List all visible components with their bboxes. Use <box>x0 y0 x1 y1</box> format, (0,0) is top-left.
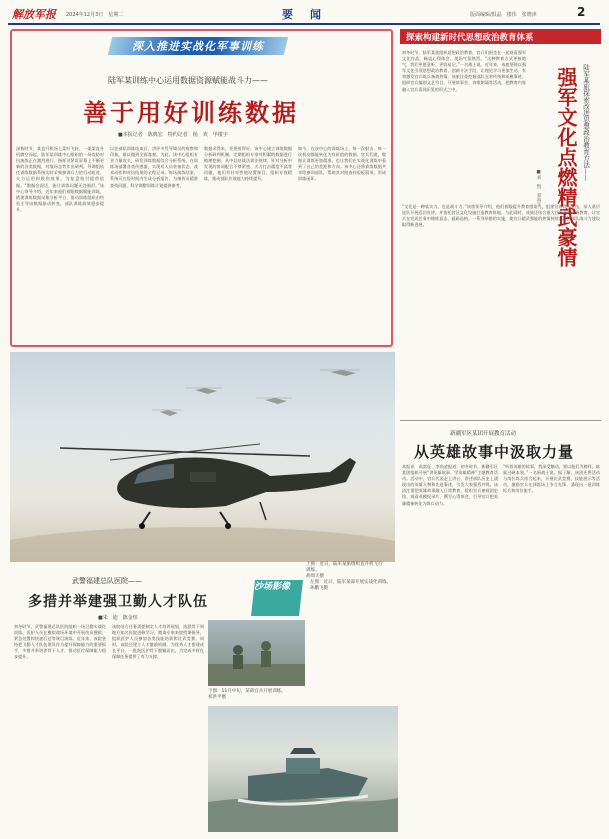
boat-photo-credit: 孙鹏飞摄 <box>310 586 328 591</box>
hero-story-kicker: 新疆军区某团开展教育活动 <box>450 431 517 437</box>
main-story-column-2: 以往部队训练结束后，讲评多凭导调员的观察和印象，难以做到全面客观。为此，该中心组织专业力量攻关，研发训练数据综合分析系统，在训练场部署各类传感器，实现对人员装备状态、战术动作和对抗结果的全程记录。每场演练结束，系统可在短时间内生成分析报告，为指挥员精准查找问题、科学调整训练计划提供参考。 <box>110 146 198 188</box>
lower-story-column-2: 该院结合任务需要制定人才培养规划，选派骨干到地方知名医院进修学习，邀请专家来院授课指导，组织医护人员参加各类技能培训和比武竞赛。同时，该院还建立人才激励机制，为优秀人才搭建成长平台。一批批医护骨干脱颖而出，为完成多样化保障任务提供了有力支撑。 <box>112 624 204 660</box>
section-title: 要 闻 <box>282 8 324 21</box>
issue-date: 2024年12月3日 星期二 <box>66 12 124 18</box>
small-photo-credit: 祁洪平摄 <box>208 695 226 700</box>
right-feature-banner-title: 探索构建新时代思想政治教育体系 <box>406 33 534 43</box>
right-feature-author: ■刘 凯 邓真宇 <box>536 170 541 207</box>
photo-credit: 胡周天摄 <box>306 574 324 579</box>
masthead <box>0 0 609 26</box>
patrol-boat-illustration <box>208 706 398 832</box>
small-photo-caption <box>208 689 305 701</box>
small-photo-caption-text: 下图：11月中旬，某部官兵开展训练。 <box>208 689 286 694</box>
soldiers-illustration <box>208 620 305 686</box>
main-story-subhead: 陆军某训练中心运用数据资源赋能战斗力—— <box>108 76 268 85</box>
right-feature-headline[interactable]: 强军文化点燃精武豪情 <box>554 67 578 267</box>
training-photo-small[interactable] <box>208 620 305 686</box>
right-column-divider <box>400 420 601 421</box>
lower-story-byline: ■朱 迪 陈金烜 <box>98 615 138 621</box>
helicopter-photo-caption <box>306 562 386 580</box>
hero-story-column-2: “听着英雄的故事，我深受触动，要以他们为榜样，练就过硬本领。”一名新战士说。据了解，该团还将活动与岗位练兵结合起来，开展比武竞赛、技能展示等活动，激励官兵在训练场上争当先锋，涌现出一批训练标兵和岗位能手。 <box>503 464 600 494</box>
boat-photo[interactable] <box>208 706 398 832</box>
right-feature-subhead: 陆军某旅探索改进思想政治教育方法—— <box>582 64 590 181</box>
helicopter-illustration <box>10 352 395 562</box>
newspaper-logo: 解放军报 <box>12 8 56 21</box>
hero-story-column-1: 本报讯 高富征、李尚凌报道：初冬时节，新疆军区某团组织开展“讲英雄故事、学英雄精神”主题教育活动。活动中，官兵代表走上讲台，讲述部队历史上涌现出的英雄人物和先进事迹，引发大家强烈共鸣。该团注重把英雄故事融入日常教育，组织官兵参观团史馆、观看英模纪录片、撰写心得体会，引导官兵把英雄精神转化为练兵动力。 <box>402 464 498 506</box>
main-story-column-1: 深秋时节，某直升机场上桨叶飞转，一架架直升机腾空而起，陆军某训练中心组织的一场攻防对抗演练正在激烈进行。指挥员紧盯屏幕上不断更新的各类数据，对战场态势作出研判。导调组依托训练数据系统实时采集参训兵力的行动轨迹、火力运用和毁伤效果，为复盘检讨提供依据。“数据会说话，能让训练问题无处遁形。”该中心领导介绍，近年来他们着眼数据赋能训练，搭建训练数据采集分析平台，推动训练组织由经验主导向数据驱动转变，部队训练质效稳步提升。 <box>16 146 104 212</box>
boat-photo-caption-text: 左图：近日，陆军某部开展实战化训练。 <box>310 580 391 585</box>
main-story-byline: ■本报记者 陈典宏 特约记者 杨 欢 甲楼宇 <box>118 132 228 138</box>
main-story-kicker: 深入推进实战化军事训练 <box>132 40 264 53</box>
right-feature-column-1: 初冬时节，陆军某旅组织思想政治教育，官兵们围坐在一起观看强军文化作品，畅谈心得体会，现场气氛热烈。“这种教育方式更接地气，我们更愿意听、更容易记。”一名战士说。近年来，该旅坚持以强军文化引领思想政治教育，创新方法手段，让理论学习更加生动，有效激发官兵练兵备战热情。该旅注重挖掘部队光荣传统和英模事迹，组织官兵编创文艺节目，开展故事会、诗歌朗诵等活动，把教育内容融入官兵喜闻乐见的形式之中。 <box>402 50 526 92</box>
right-feature-column-2: “文化是一种软实力，也是战斗力。”该旅领导介绍，他们着眼提升教育感染力，组建宣讲骨干队伍，深入基层连队开展巡回宣讲，并依托营区文化设施打造教育阵地。与此同时，该旅还结合重大任务开展现场教育，让官兵在完成任务中锤炼意志、砥砺品格。一系列举措的实施，使官兵精武强能的热情持续高涨，部队战斗力建设取得新进展。 <box>402 204 600 228</box>
page-number: 2 <box>577 5 586 19</box>
lower-story-kicker: 武警福建总队医院—— <box>72 577 142 585</box>
main-story-column-4: 如今，在该中心的训练场上，每一次射击、每一次机动都能转化为有价值的数据。官兵们说，数据让训练更加精准，也让我们在实战化训练中看到了自己的差距和方向。该中心还将训练数据共享给参训部队，帮助其对照查找短板弱项，形成训练闭环。 <box>298 146 386 182</box>
hero-story-headline[interactable]: 从英雄故事中汲取力量 <box>414 443 575 461</box>
masthead-rule <box>8 23 600 25</box>
photo-caption-text: 近日，陆军某旅组织直升机飞行训练。 <box>306 562 383 573</box>
photo-badge-title: 沙场影像 <box>254 582 291 592</box>
photo-caption-label: 上图： <box>306 562 320 567</box>
lower-story-column-1: 初冬时节，武警福建总队医院组织一场卫勤实战化训练，医护人员在模拟战场环境中开展伤员搜救、紧急处置和快速后送等课目演练。近年来，该院坚持把卫勤人才队伍建设作为提升保障能力的重要抓手，多措并举培养骨干人才，推动医疗保障能力稳步提升。 <box>14 624 106 660</box>
lower-story-headline[interactable]: 多措并举建强卫勤人才队伍 <box>28 594 208 610</box>
main-story-column-3: 数据采得来，更要用得好。该中心建立训练数据分析研判机制，定期组织专家对积累的数据进行梳理挖掘，从中总结战法训法规律。针对分析中发现的协同配合不够紧密、火力打击精度不高等问题，他们有针对性地设置课目，组织专攻精练，推动部队作战能力持续提升。 <box>204 146 292 182</box>
page-editors: 版面编辑/俱晶 楼伟 张晓津 <box>470 12 537 18</box>
main-story-headline[interactable]: 善于用好训练数据 <box>83 98 299 127</box>
boat-photo-caption <box>310 580 396 592</box>
helicopter-photo[interactable] <box>10 352 395 562</box>
